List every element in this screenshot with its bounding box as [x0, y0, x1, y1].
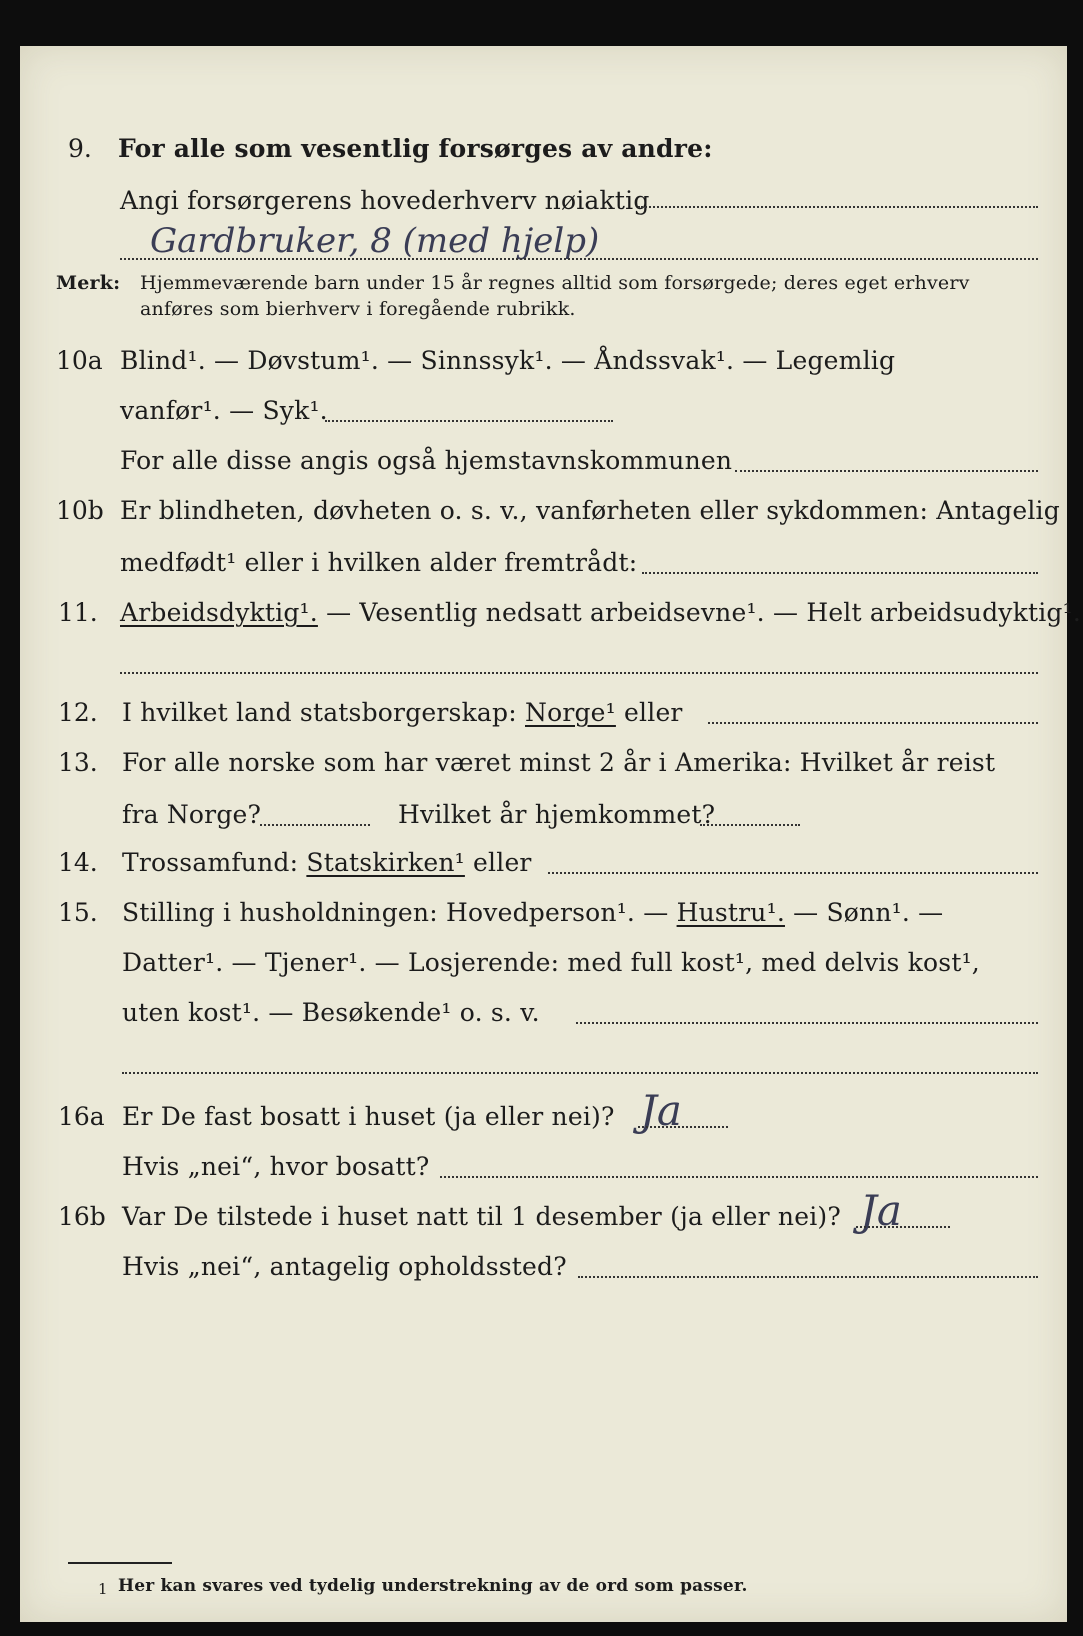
q9-line: Angi forsørgerens hovederhverv nøiaktig: [120, 186, 650, 215]
q9-handwritten-answer: Gardbruker, 8 (med hjelp): [150, 221, 600, 261]
q14-number: 14.: [58, 848, 98, 877]
q12-fill-line: [708, 722, 1038, 724]
q16a-handwritten-answer: Ja: [640, 1086, 682, 1135]
q11-text: [120, 598, 1081, 627]
q11-number: 11.: [58, 598, 98, 627]
q9-number: 9.: [68, 134, 92, 163]
q11-rest: — Vesentlig nedsatt arbeidsevne¹. — Helt arbeidsudyktig¹.: [317, 598, 1081, 627]
q10b-fill-line: [642, 572, 1038, 574]
q16b-opholdssted-line: [578, 1276, 1038, 1278]
q15-number: 15.: [58, 898, 98, 927]
q14-post: eller: [464, 848, 532, 877]
q12-post: eller: [615, 698, 683, 727]
q16b-number: 16b: [58, 1202, 106, 1231]
q16a-line1: Er De fast bosatt i huset (ja eller nei)?: [122, 1102, 615, 1131]
footnote-mark: 1: [98, 1580, 108, 1598]
q9-answer-line: [120, 258, 1038, 260]
q12-option-norge: Norge¹: [525, 698, 616, 727]
q15-fill-line: [576, 1022, 1038, 1024]
q16a-number: 16a: [58, 1102, 105, 1131]
q13-line2b: Hvilket år hjemkommet?: [398, 800, 716, 829]
q15-line3: uten kost¹. — Besøkende¹ o. s. v.: [122, 998, 540, 1027]
q14-pre: Trossamfund:: [122, 848, 307, 877]
q12-pre: I hvilket land statsborgerskap:: [122, 698, 525, 727]
q16a-line2: Hvis „nei“, hvor bosatt?: [122, 1152, 430, 1181]
q10a-home-line: [735, 470, 1038, 472]
q10b-line1: Er blindheten, døvheten o. s. v., vanførheten eller sykdommen: Antagelig: [120, 496, 1060, 525]
q11-fill-line: [120, 672, 1038, 674]
q13-number: 13.: [58, 748, 98, 777]
q10a-line2: vanfør¹. — Syk¹.: [120, 396, 328, 425]
q10a-number: 10a: [56, 346, 103, 375]
q12-text: [122, 698, 683, 727]
q15-line1: [122, 898, 943, 927]
q16b-line2: Hvis „nei“, antagelig opholdssted?: [122, 1252, 567, 1281]
q11-option-arbeidsdyktig: Arbeidsdyktig¹.: [120, 598, 318, 627]
q9-fill-line: [638, 206, 1038, 208]
q15-line1a: Stilling i husholdningen: Hovedperson¹. —: [122, 898, 677, 927]
q15-line1b: — Sønn¹. —: [784, 898, 944, 927]
q10b-number: 10b: [56, 496, 104, 525]
footnote-rule: [68, 1562, 172, 1564]
q16a-bosatt-line: [440, 1176, 1038, 1178]
q12-number: 12.: [58, 698, 98, 727]
q16b-answer-line: [856, 1226, 950, 1228]
q14-fill-line: [548, 872, 1038, 874]
q15-extra-line: [122, 1072, 1038, 1074]
q14-option-statskirken: Statskirken¹: [306, 848, 465, 877]
q13-line1: For alle norske som har været minst 2 år i Amerika: Hvilket år reist: [122, 748, 996, 777]
q15-option-hustru: Hustru¹.: [676, 898, 785, 927]
merk-label: Merk:: [56, 272, 121, 294]
q15-line2: Datter¹. — Tjener¹. — Losjerende: med full kost¹, med delvis kost¹,: [122, 948, 980, 977]
q10a-line3: For alle disse angis også hjemstavnskommunen: [120, 446, 733, 475]
q13-hjem-line: [700, 824, 800, 826]
q13-reist-line: [260, 824, 370, 826]
q10b-line2: medfødt¹ eller i hvilken alder fremtrådt:: [120, 548, 638, 577]
q13-line2a: fra Norge?: [122, 800, 262, 829]
q16a-answer-line: [638, 1126, 728, 1128]
q16b-handwritten-answer: Ja: [860, 1186, 902, 1235]
census-form-page: [20, 46, 1081, 1622]
q10a-line1: Blind¹. — Døvstum¹. — Sinnssyk¹. — Åndssvak¹. — Legemlig: [120, 346, 896, 375]
q9-title: For alle som vesentlig forsørges av andre:: [118, 134, 713, 163]
q10a-fill-line: [325, 420, 613, 422]
merk-line2: anføres som bierhverv i foregående rubrikk.: [140, 298, 576, 320]
q16b-line1: Var De tilstede i huset natt til 1 desember (ja eller nei)?: [122, 1202, 841, 1231]
footnote-text: Her kan svares ved tydelig understrekning av de ord som passer.: [118, 1576, 748, 1596]
q14-text: [122, 848, 532, 877]
merk-line1: Hjemmeværende barn under 15 år regnes alltid som forsørgede; deres eget erhverv: [140, 272, 970, 294]
